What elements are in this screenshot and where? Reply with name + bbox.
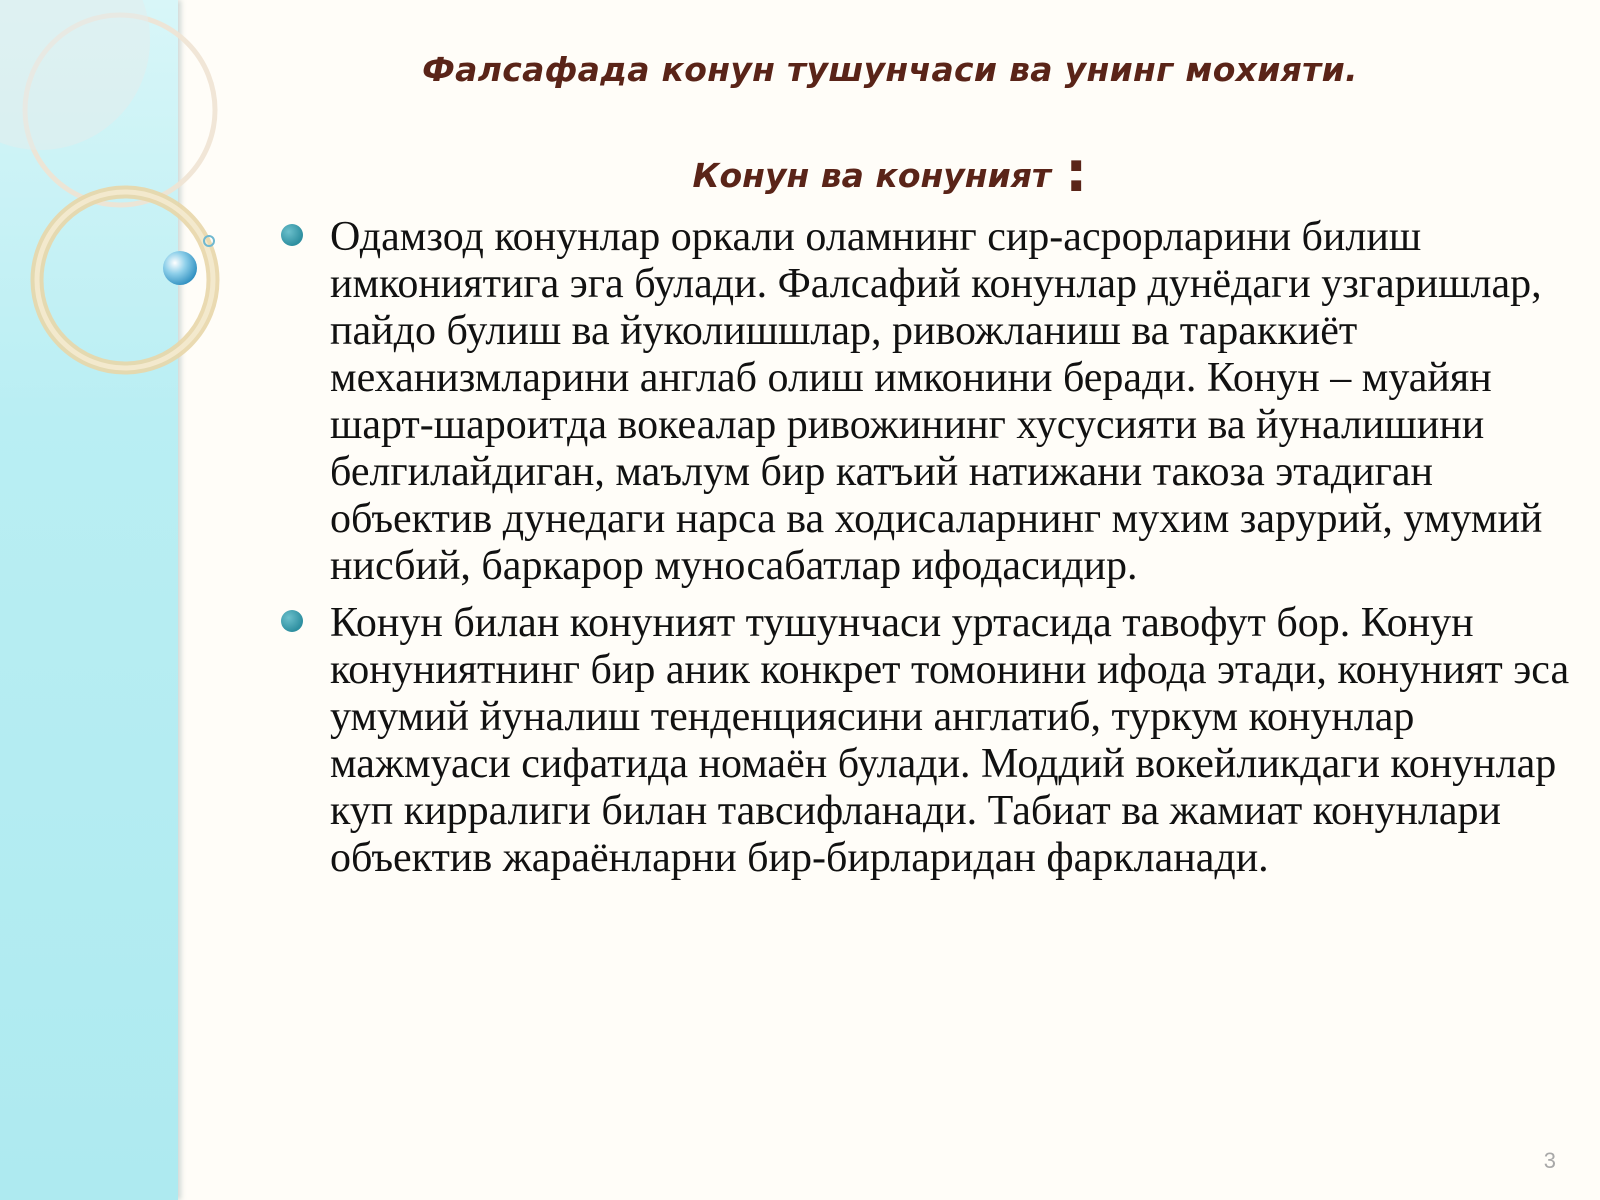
- title-colon: :: [1065, 140, 1088, 205]
- bullet-item-2: [330, 600, 1570, 882]
- bullet-text-1: Одамзод конунлар оркали оламнинг сир-асрорларини билиш имкониятига эга булади. Фалсафий конунлар дунёдаги узгаришлар, пайдо булиш ва йуколишшлар, ривожланиш ва тараккиёт механизмларини англаб олиш имконини беради. Конун – муайян шарт-шароитда вокеалар ривожининг хусусияти ва йуналишини белгилайдиган, маълум бир катъий натижани такоза этадиган объектив дунедаги нарса ва ходисаларнинг мухим зарурий, умумий нисбий, баркарор муносабатлар ифодасидир.: [330, 214, 1543, 589]
- bullet-list: [330, 214, 1570, 892]
- page-number: 3: [1543, 1148, 1556, 1173]
- title-line-2: [180, 140, 1600, 205]
- bullet-dot-icon: [281, 610, 303, 632]
- bullet-item-1: [330, 214, 1570, 590]
- title-line-1: Фалсафада конун тушунчаси ва унинг мохияти.: [422, 50, 1358, 89]
- bullet-text-2: Конун билан конуният тушунчаси уртасида тавофут бор. Конун конуниятнинг бир аник конкрет томонини ифода этади, конуният эса умумий йуналиш тенденциясини англатиб, туркум конунлар мажмуаси сифатида номаён булади. Моддий вокейликдаги конунлар куп кирралиги билан тавсифланади. Табиат ва жамиат конунлари объектив жараёнларни бир-бирларидан фаркланади.: [330, 600, 1570, 881]
- title-line-2-text: Конун ва конуният: [692, 156, 1052, 195]
- bullet-dot-icon: [281, 224, 303, 246]
